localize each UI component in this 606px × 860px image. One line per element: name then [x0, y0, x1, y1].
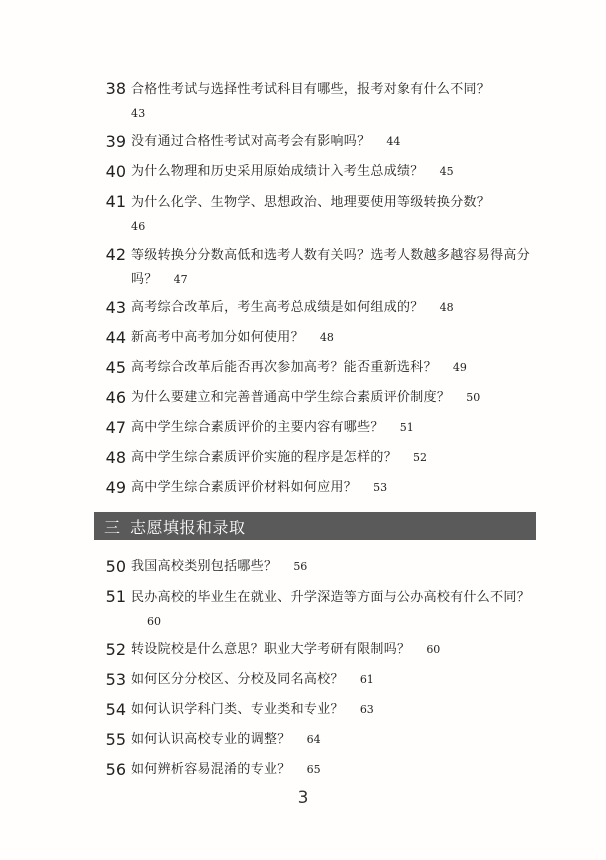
toc-entry[interactable] [100, 161, 540, 183]
toc-entry-page: 63 [359, 703, 374, 716]
toc-entry-title: 为什么要建立和完善普通高中学生综合素质评价制度？ 50 [131, 390, 481, 405]
toc-entry-number: 43 [105, 298, 126, 317]
toc-entry-page: 49 [452, 361, 467, 374]
toc-entry-title: 我国高校类别包括哪些？ 56 [131, 559, 308, 574]
toc-entry-number: 38 [105, 79, 126, 98]
toc-entry-page: 45 [439, 165, 454, 178]
toc-entry[interactable] [100, 131, 540, 153]
toc-entry-title: 没有通过合格性考试对高考会有影响吗？ 44 [131, 134, 401, 149]
toc-entry[interactable] [100, 357, 540, 379]
toc-entry-number: 48 [105, 448, 126, 467]
toc-entry-page: 52 [413, 451, 428, 464]
toc-entry-page: 48 [439, 301, 454, 314]
toc-entry-title: 如何区分分校区、分校及同名高校？ 61 [131, 672, 374, 687]
page-number: 3 [297, 788, 309, 808]
toc-entry-title: 如何辨析容易混淆的专业？ 65 [131, 762, 321, 777]
toc-entry[interactable] [100, 297, 540, 319]
toc-entry[interactable] [100, 556, 540, 578]
toc-entry-number: 45 [105, 358, 126, 377]
toc-entry-title: 高中学生综合素质评价实施的程序是怎样的？ 52 [131, 450, 428, 465]
toc-entry-page: 44 [386, 135, 401, 148]
toc-entry[interactable] [100, 387, 540, 409]
toc-entry-number: 54 [105, 700, 126, 719]
toc-entry[interactable] [100, 477, 540, 499]
toc-entry-number: 52 [105, 640, 126, 659]
toc-entry-number: 51 [105, 587, 126, 606]
toc-entry-number: 42 [105, 245, 126, 264]
toc-entry-page: 60 [147, 615, 161, 628]
toc-entry-page: 60 [426, 643, 441, 656]
toc-list-chapter-2 [100, 78, 540, 507]
toc-entry[interactable] [100, 699, 540, 721]
toc-entry-number: 50 [105, 557, 126, 576]
toc-entry-title: 为什么化学、生物学、思想政治、地理要使用等级转换分数？ 46 [131, 195, 491, 233]
toc-entry-number: 40 [105, 162, 126, 181]
toc-entry-title: 民办高校的毕业生在就业、升学深造等方面与公办高校有什么不同？60 [131, 590, 531, 628]
toc-entry-title: 如何认识学科门类、专业类和专业？ 63 [131, 702, 374, 717]
toc-entry[interactable] [100, 191, 540, 239]
toc-entry-page: 53 [373, 481, 388, 494]
toc-entry-page: 56 [293, 560, 308, 573]
toc-entry-number: 49 [105, 478, 126, 497]
section-number: 三 [104, 517, 121, 537]
toc-list-chapter-3 [100, 556, 540, 789]
toc-entry-page: 65 [306, 763, 321, 776]
toc-entry-title: 高中学生综合素质评价材料如何应用？ 53 [131, 480, 388, 495]
toc-entry-number: 55 [105, 730, 126, 749]
toc-entry-page: 46 [131, 220, 146, 233]
section-header[interactable] [94, 512, 536, 540]
toc-entry-page: 61 [359, 673, 374, 686]
toc-entry[interactable] [100, 759, 540, 781]
toc-entry-page: 50 [466, 391, 481, 404]
toc-entry-page: 47 [173, 273, 188, 286]
toc-entry-number: 44 [105, 328, 126, 347]
toc-entry-title: 为什么物理和历史采用原始成绩计入考生总成绩？ 45 [131, 164, 454, 179]
toc-entry-number: 47 [105, 418, 126, 437]
toc-entry[interactable] [100, 639, 540, 661]
toc-entry-number: 41 [105, 192, 126, 211]
toc-entry-title: 高考综合改革后能否再次参加高考？能否重新选科？ 49 [131, 360, 467, 375]
toc-entry-number: 53 [105, 670, 126, 689]
toc-entry-title: 如何认识高校专业的调整？ 64 [131, 732, 321, 747]
toc-entry[interactable] [100, 244, 540, 292]
toc-entry[interactable] [100, 447, 540, 469]
toc-entry-number: 46 [105, 388, 126, 407]
toc-entry-title: 合格性考试与选择性考试科目有哪些，报考对象有什么不同？ 43 [131, 82, 491, 120]
toc-entry[interactable] [100, 729, 540, 751]
toc-entry-title: 高考综合改革后，考生高考总成绩是如何组成的？ 48 [131, 300, 454, 315]
toc-entry[interactable] [100, 586, 540, 634]
toc-entry-title: 转设院校是什么意思？职业大学考研有限制吗？ 60 [131, 642, 441, 657]
toc-entry-page: 51 [399, 421, 414, 434]
toc-entry[interactable] [100, 78, 540, 126]
toc-entry-title: 新高考中高考加分如何使用？ 48 [131, 330, 334, 345]
toc-entry-number: 39 [105, 132, 126, 151]
toc-entry-title: 等级转换分分数高低和选考人数有关吗？选考人数越多越容易得高分吗？ 47 [131, 248, 531, 287]
toc-entry[interactable] [100, 417, 540, 439]
toc-entry-page: 48 [319, 331, 334, 344]
toc-entry-page: 43 [131, 107, 146, 120]
toc-entry-title: 高中学生综合素质评价的主要内容有哪些？ 51 [131, 420, 414, 435]
section-title: 志愿填报和录取 [130, 517, 246, 537]
toc-entry-number: 56 [105, 760, 126, 779]
toc-entry-page: 64 [306, 733, 321, 746]
toc-entry[interactable] [100, 327, 540, 349]
toc-entry[interactable] [100, 669, 540, 691]
